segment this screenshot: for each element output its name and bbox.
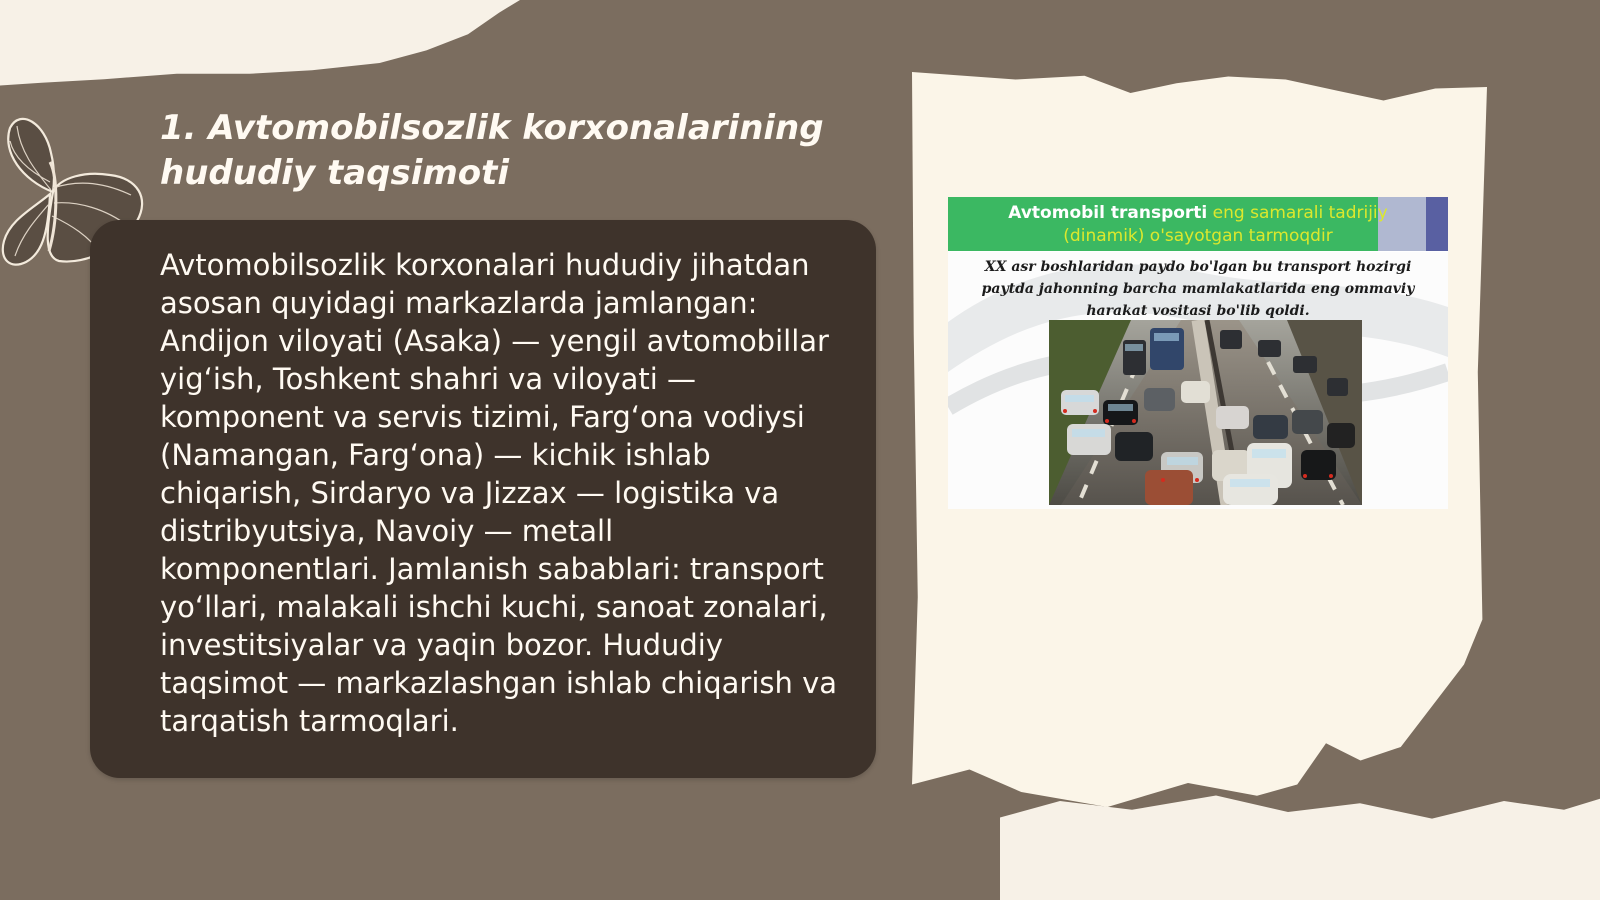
torn-paper-top-left <box>0 0 520 90</box>
body-text: Avtomobilsozlik korxonalari hududiy jihatdan asosan quyidagi markazlarda jamlangan: Andijon viloyati (Asaka) — yengil avtomobillar yig‘ish, Toshkent shahri va viloyati — komponent va servis tizimi, Farg‘ona vodiysi (Namangan, Farg‘ona) — kichik ishlab chiqarish, Sirdaryo va Jizzax — logistika va distribyutsiya, Navoiy — metall komponentlari. Jamlanish sabablari: transport yo‘llari, malakali ishchi kuchi, sanoat zonalari, investitsiyalar va yaqin bozor. Hududiy taqsimot — markazlashgan ishlab chiqarish va tarqatish tarmoqlari. <box>160 248 838 738</box>
banner-highlight-text: eng samarali tadrijiy <box>1212 203 1388 223</box>
torn-paper-bottom-right <box>1000 790 1600 900</box>
image-banner <box>948 197 1448 251</box>
traffic-highway-photo <box>1049 320 1362 505</box>
banner-line-one <box>948 202 1448 224</box>
banner-line-two: (dinamik) o'sayotgan tarmoqdir <box>1063 226 1333 246</box>
image-caption: XX asr boshlaridan paydo bo'lgan bu transport hozirgi paytda jahonning barcha mamlakatlarida eng ommaviy harakat vositasi bo'lib qoldi. <box>981 259 1415 319</box>
slide-title: 1. Avtomobilsozlik korxonalarining hududiy taqsimoti <box>160 108 824 193</box>
traffic-image-card <box>948 197 1448 509</box>
banner-strong-text: Avtomobil transporti <box>1008 203 1208 223</box>
